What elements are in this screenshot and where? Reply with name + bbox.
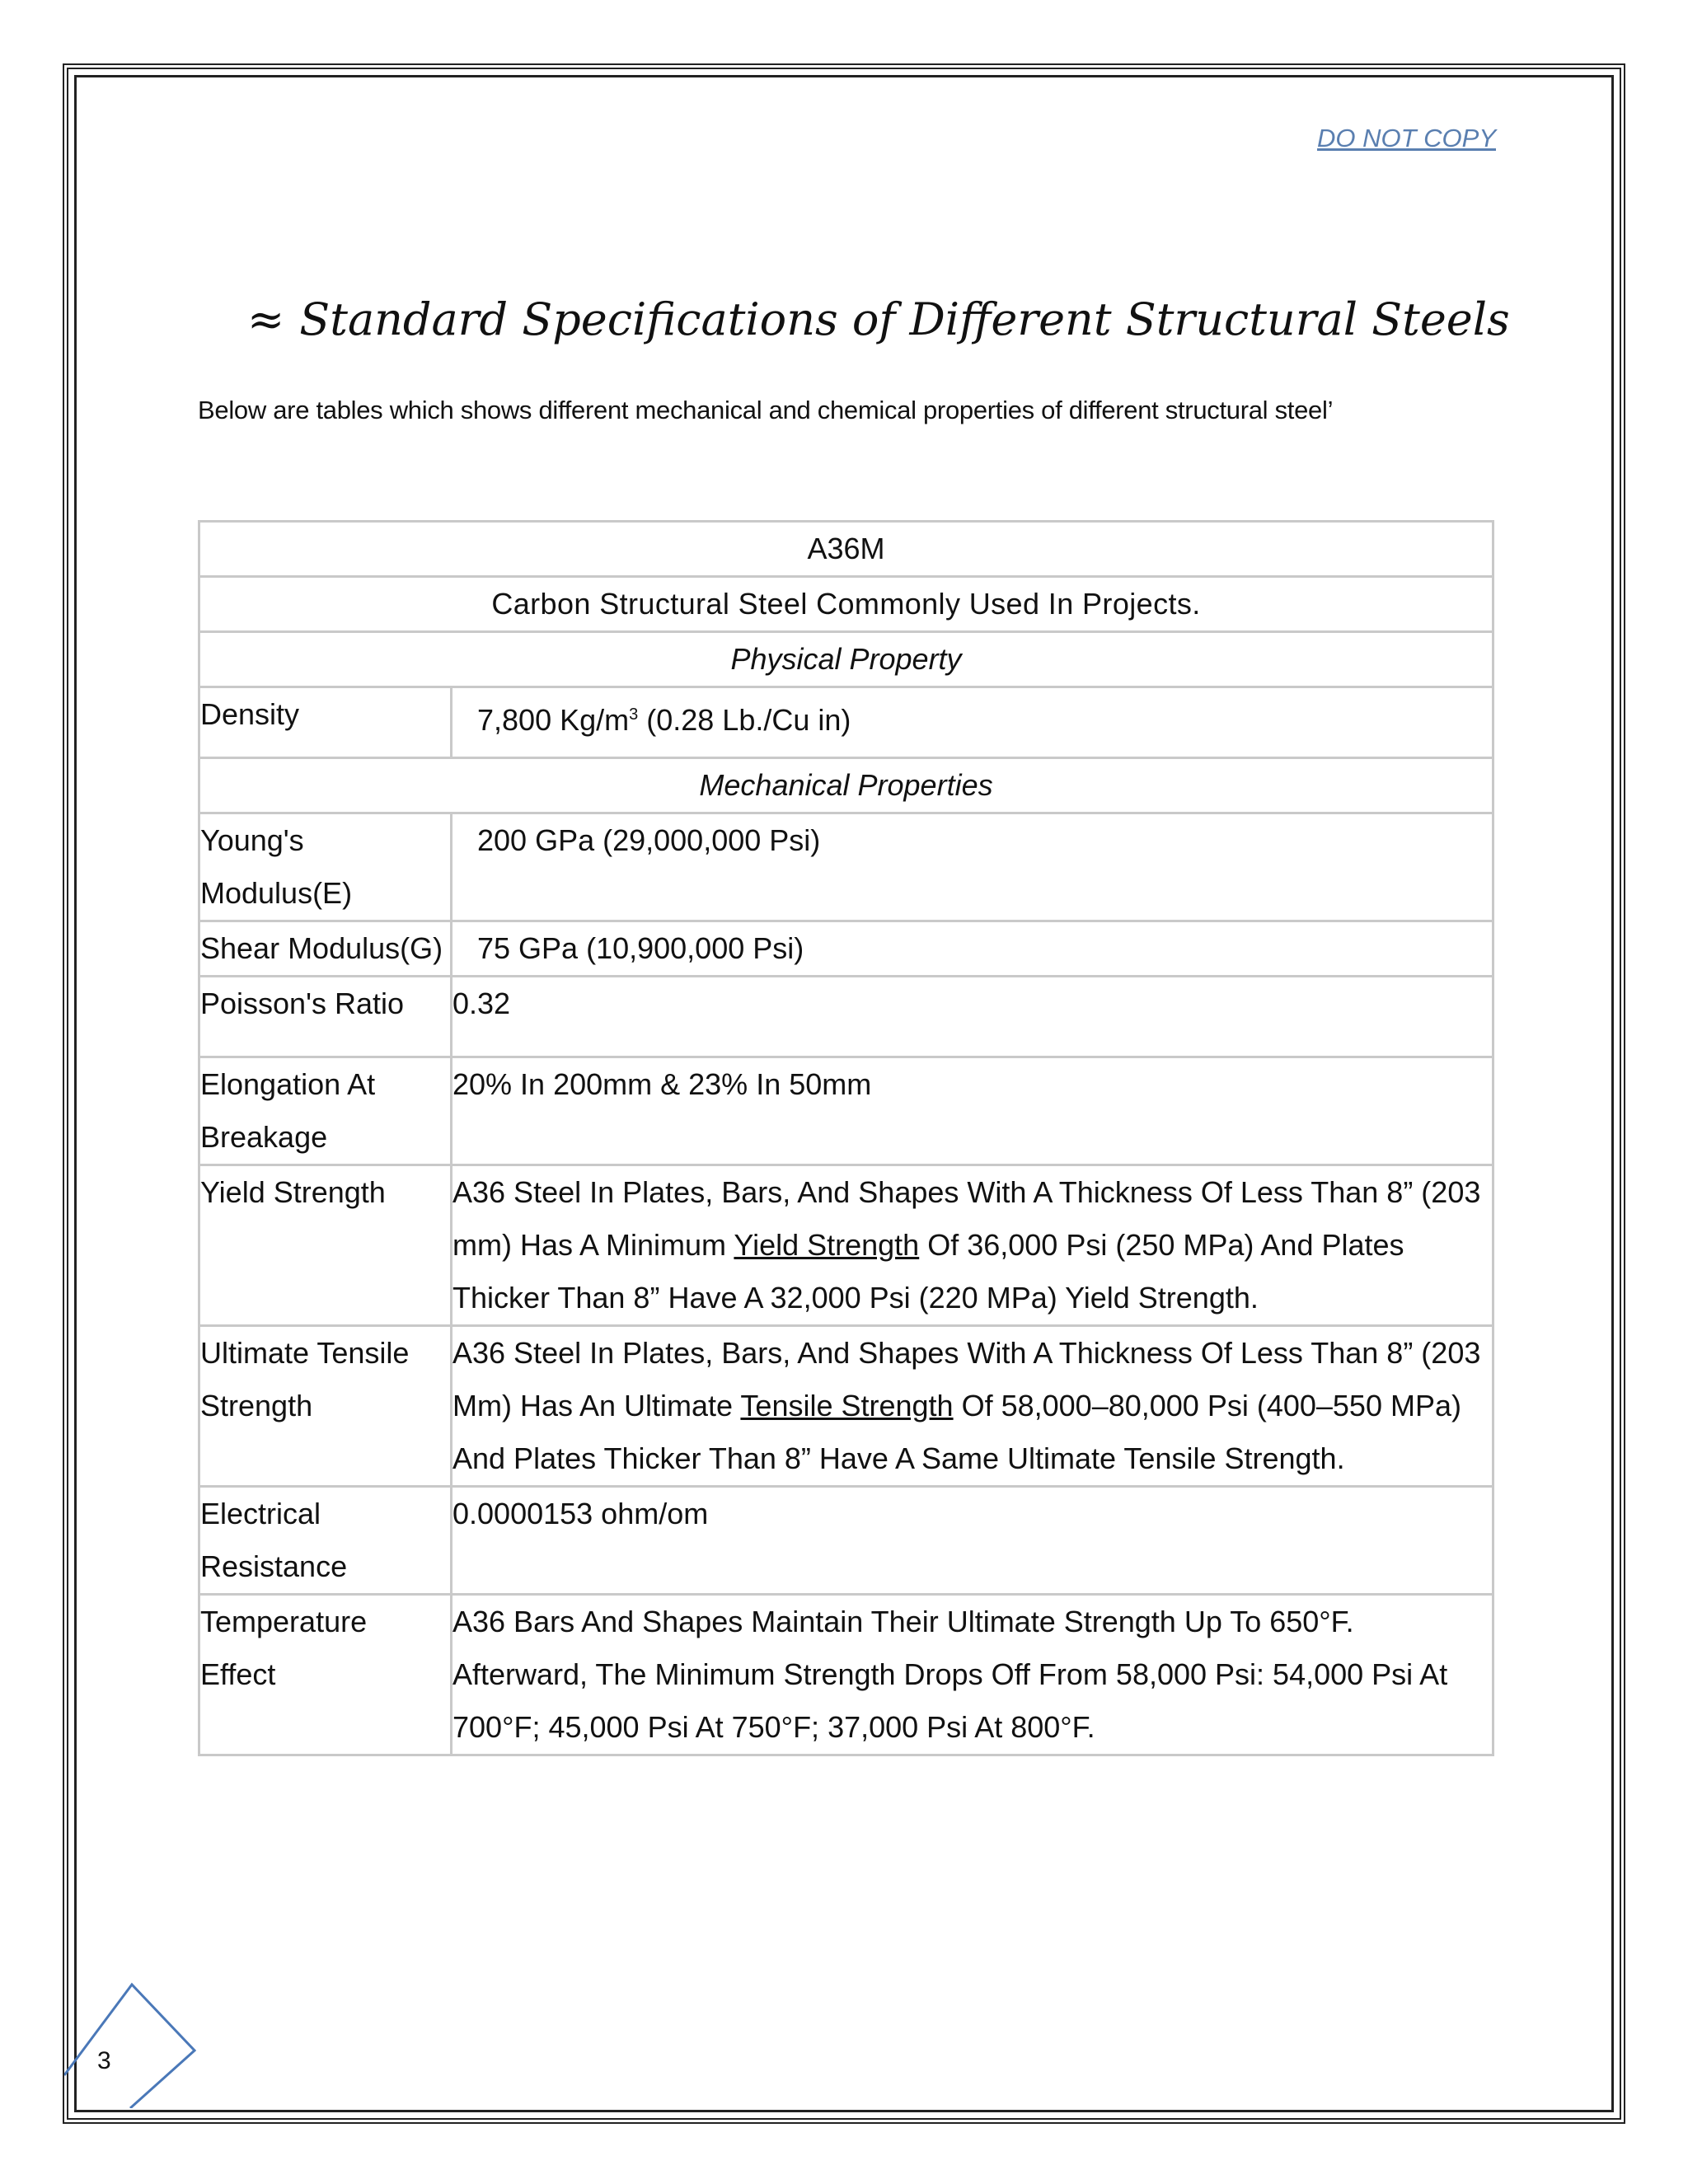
yield-strength-label: Yield Strength xyxy=(199,1165,452,1326)
tensile-strength-value: A36 Steel In Plates, Bars, And Shapes With A Thickness Of Less Than 8” (203 Mm) Has An Ultimate Tensile Strength Of 58,000–80,000 Psi (400–550 MPa) And Plates Thicker Than 8” Have A Same Ultimate Tensile Strength. xyxy=(452,1326,1493,1487)
electrical-resistance-value: 0.0000153 ohm/om xyxy=(452,1487,1493,1595)
mechanical-properties-header: Mechanical Properties xyxy=(199,758,1493,813)
yield-strength-value: A36 Steel In Plates, Bars, And Shapes With A Thickness Of Less Than 8” (203 mm) Has A Minimum Yield Strength Of 36,000 Psi (250 MPa) And Plates Thicker Than 8” Have A 32,000 Psi (220 MPa) Yield Strength. xyxy=(452,1165,1493,1326)
page-title-text: Standard Specifications of Different Structural Steels xyxy=(299,293,1510,345)
tensile-strength-label: Ultimate Tensile Strength xyxy=(199,1326,452,1487)
steel-spec-table xyxy=(198,520,1494,1756)
poissons-ratio-value: 0.32 xyxy=(452,977,1493,1057)
table-row xyxy=(199,577,1493,632)
page-corner-decoration xyxy=(64,1952,196,2108)
density-label: Density xyxy=(199,687,452,758)
table-row xyxy=(199,1487,1493,1595)
shear-modulus-label: Shear Modulus(G) xyxy=(199,921,452,977)
table-row xyxy=(199,813,1493,921)
table-row xyxy=(199,1595,1493,1755)
grade-heading: A36M xyxy=(199,522,1493,577)
table-row xyxy=(199,1326,1493,1487)
table-row xyxy=(199,522,1493,577)
watermark: DO NOT COPY xyxy=(1316,124,1496,152)
page-title xyxy=(247,293,1510,345)
table-row xyxy=(199,1057,1493,1165)
electrical-resistance-label: Electrical Resistance xyxy=(199,1487,452,1595)
page-number: 3 xyxy=(97,2047,111,2074)
approx-symbol: ≈ xyxy=(247,293,285,345)
table-row xyxy=(199,758,1493,813)
table-row xyxy=(199,977,1493,1057)
temperature-effect-label: Temperature Effect xyxy=(199,1595,452,1755)
temperature-effect-value: A36 Bars And Shapes Maintain Their Ultimate Strength Up To 650°F. Afterward, The Minimum Strength Drops Off From 58,000 Psi: 54,000 Psi At 700°F; 45,000 Psi At 750°F; 37,000 Psi At 800°F. xyxy=(452,1595,1493,1755)
intro-paragraph: Below are tables which shows different mechanical and chemical properties of different structural steel’ xyxy=(198,396,1334,424)
elongation-value: 20% In 200mm & 23% In 50mm xyxy=(452,1057,1493,1165)
shear-modulus-value: 75 GPa (10,900,000 Psi) xyxy=(452,921,1493,977)
table-row xyxy=(199,1165,1493,1326)
poissons-ratio-label: Poisson's Ratio xyxy=(199,977,452,1057)
grade-description: Carbon Structural Steel Commonly Used In Projects. xyxy=(199,577,1493,632)
table-row xyxy=(199,632,1493,687)
physical-property-header: Physical Property xyxy=(199,632,1493,687)
elongation-label: Elongation At Breakage xyxy=(199,1057,452,1165)
table-row xyxy=(199,921,1493,977)
table-row xyxy=(199,687,1493,758)
youngs-modulus-label: Young's Modulus(E) xyxy=(199,813,452,921)
tensile-strength-link[interactable]: Tensile Strength xyxy=(740,1389,954,1422)
yield-strength-link[interactable]: Yield Strength xyxy=(734,1228,920,1262)
density-value: 7,800 $Kg/m^3$ (0.28 Lb./Cu in) xyxy=(452,687,1493,758)
youngs-modulus-value: 200 GPa (29,000,000 Psi) xyxy=(452,813,1493,921)
